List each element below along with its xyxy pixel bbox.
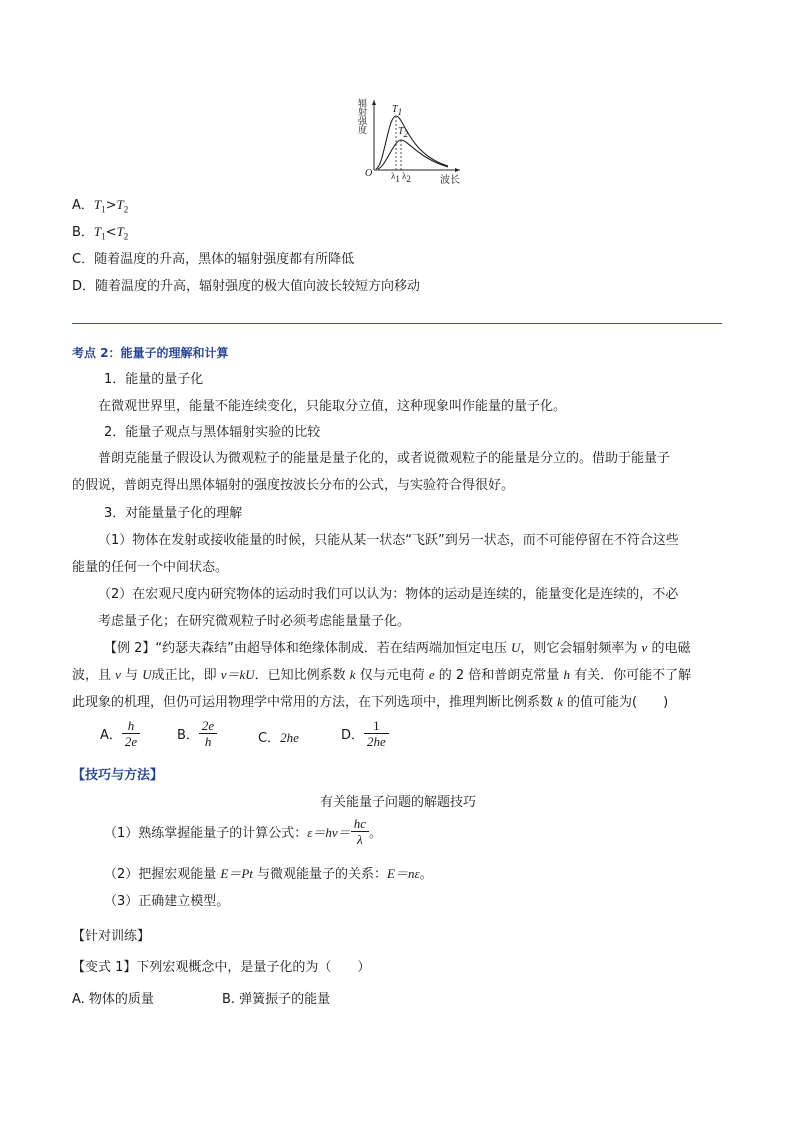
p3-title: 3．对能量量子化的理解 (104, 506, 243, 521)
p2-line1: 普朗克能量子假设认为微观粒子的能量是量子化的，或者说微观粒子的能量是分立的。借助于能量子 (98, 451, 671, 466)
option-d: D．随着温度的升高，辐射强度的极大值向波长较短方向移动 (72, 279, 421, 294)
example2-line1: 【例 2】“约瑟夫森结”由超导体和绝缘体制成．若在结两端加恒定电压 U，则它会辐射频率为 ν 的电磁 (104, 640, 691, 656)
example2-option-d: D． $\frac{1}{2he}$ (341, 718, 411, 749)
origin-label: O (365, 168, 373, 179)
p3-2-line1: （2）在宏观尺度内研究物体的运动时我们可以认为：物体的运动是连续的，能量变化是连续的，不必 (98, 587, 679, 602)
lambda1-label: $\lambda_1$ (391, 171, 400, 184)
example2-line3: 此现象的机理，但仍可运用物理学中常用的方法，在下列选项中，推理判断比例系数 k 的值可能为( ) (72, 694, 669, 710)
blackbody-figure (356, 96, 466, 186)
practice-heading: 【针对训练】 (72, 929, 151, 944)
p2-title: 2．能量子观点与黑体辐射实验的比较 (104, 425, 321, 440)
tips-title: 有关能量子问题的解题技巧 (320, 795, 477, 810)
p1-title: 1．能量的量子化 (104, 372, 204, 387)
example2-line2: 波，且 ν 与 U成正比，即 ν＝kU．已知比例系数 k 仅与元电荷 e 的 2 倍和普朗克常量 h 有关．你可能不了解 (72, 667, 692, 683)
practice-option-b: B. 弹簧振子的能量 (222, 992, 331, 1007)
p3-1-line1: （1）物体在发射或接收能量的时候，只能从某一状态“飞跃”到另一状态，而不可能停留在不符合这些 (98, 533, 679, 548)
lambda2-label: $\lambda_2$ (402, 171, 411, 184)
x-axis-label: 波长 (440, 175, 460, 186)
p3-2-line2: 考虑量子化；在研究微观粒子时必须考虑能量量子化。 (98, 614, 411, 629)
tips-heading: 【技巧与方法】 (72, 768, 164, 783)
example2-option-a: A． $\frac{h}{2e}$ (100, 718, 160, 749)
section-heading: 考点 2：能量子的理解和计算 (72, 346, 229, 360)
practice-option-a: A. 物体的质量 (72, 992, 154, 1007)
example2-option-c: C．2he (258, 730, 299, 746)
option-b: B．$T_1<T_2$ (72, 224, 129, 242)
p3-1-line2: 能量的任何一个中间状态。 (72, 560, 229, 575)
option-c: C．随着温度的升高，黑体的辐射强度都有所降低 (72, 252, 355, 267)
p1-text: 在微观世界里，能量不能连续变化，只能取分立值，这种现象叫作能量的量子化。 (98, 399, 567, 414)
y-axis-label: 辐射强度 (356, 98, 366, 134)
p2-line2: 的假说，普朗克得出黑体辐射的强度按波长分布的公式，与实验符合得很好。 (72, 478, 515, 493)
option-a: A．$T_1>T_2$ (72, 197, 129, 215)
section-divider (72, 323, 722, 324)
curve1-label: $T_1$ (392, 104, 403, 117)
tip-3: （3）正确建立模型。 (104, 894, 230, 909)
practice-question: 【变式 1】下列宏观概念中，是量子化的为（ ） (72, 960, 371, 975)
example2-option-b: B． $\frac{2e}{h}$ (177, 718, 237, 749)
curve2-label: $T_2$ (398, 126, 409, 139)
tip-2: （2）把握宏观能量 E＝Pt 与微观能量子的关系：E＝nε。 (104, 866, 433, 882)
tip-1: （1）熟练掌握能量子的计算公式：ε＝hν＝ $\frac{hc}{\lambda}$ 。 (104, 816, 382, 847)
